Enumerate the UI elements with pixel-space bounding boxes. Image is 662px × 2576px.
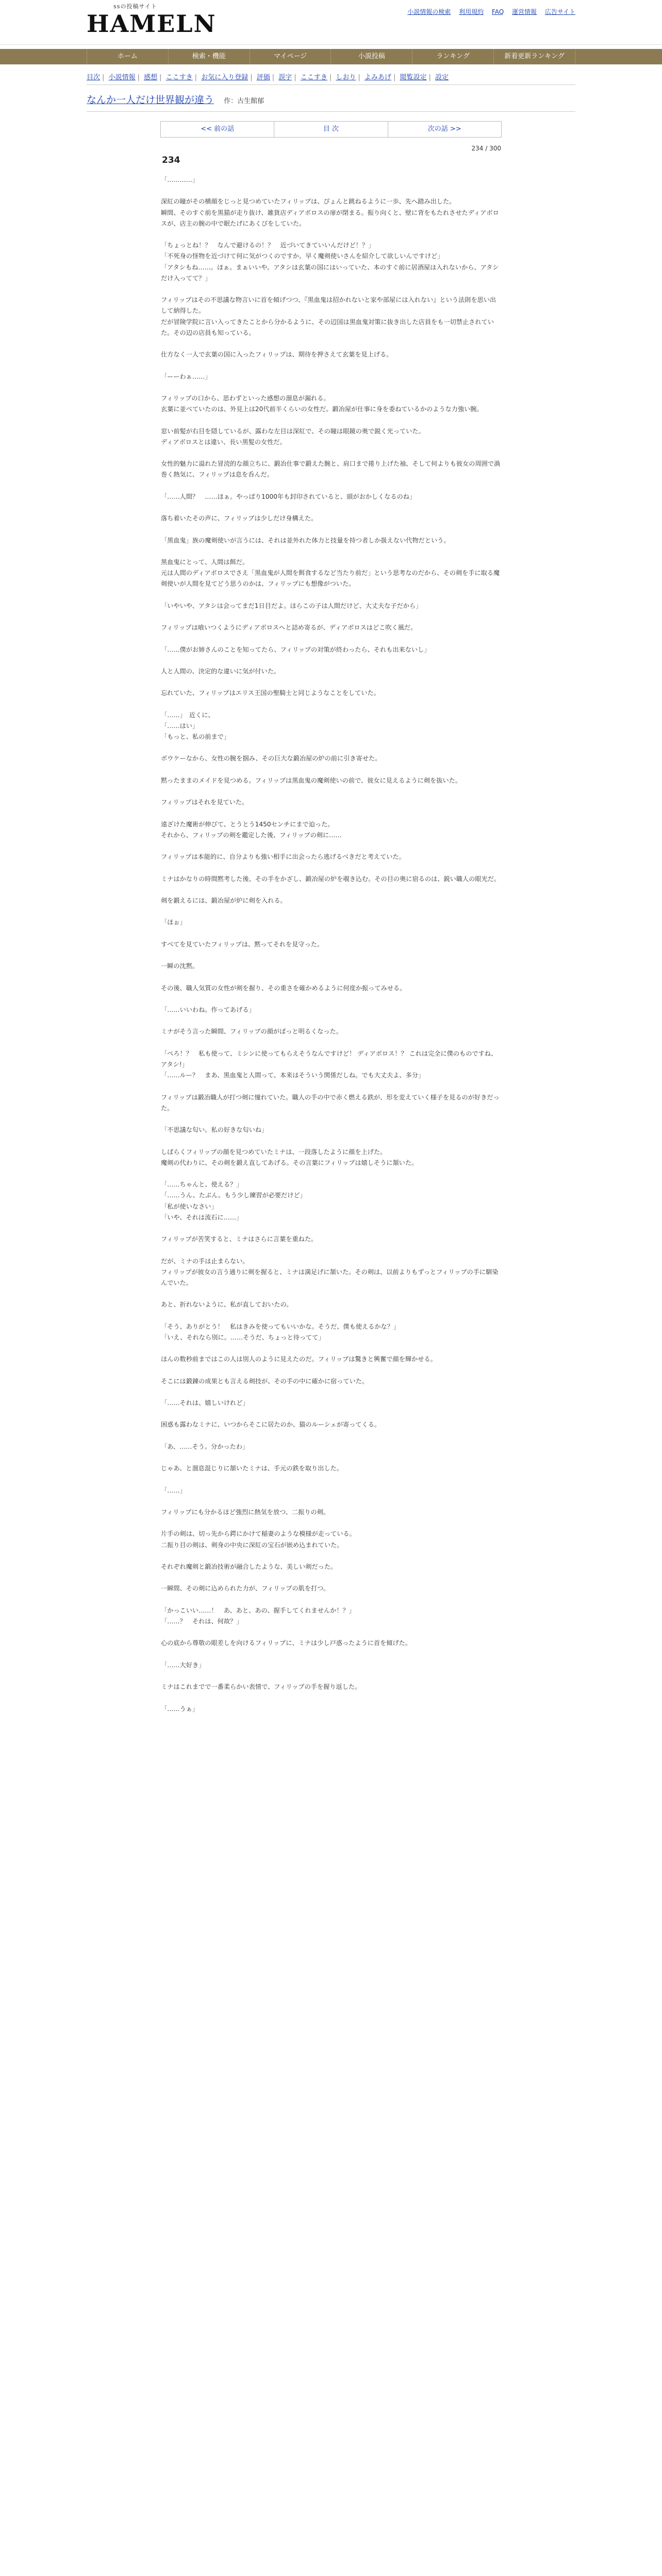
story-paragraph: 「……いいわね。作ってあげる」 bbox=[161, 1006, 255, 1013]
toc-link[interactable]: 目 次 bbox=[274, 122, 388, 137]
story-paragraph: 「ぺろ！？ 私も使って、ミシンに使ってもらえそうなんですけど！ ディアボロス！？ これは完全に僕のものですね、アタシ!」 bbox=[161, 1049, 498, 1068]
logo-wordmark: HAMELN bbox=[87, 10, 217, 38]
story-paragraph bbox=[161, 699, 501, 709]
story-paragraph: だが冒険学院に言い入ってきたことから分かるように、その辺国は黒血鬼対策に抜き出した店員をも一切禁止されていた。その辺の店員も知っている。 bbox=[161, 318, 494, 336]
story-paragraph: 「いや、それは流石に……」 bbox=[161, 1213, 243, 1221]
top-links bbox=[401, 7, 575, 16]
story-paragraph: それぞれ魔剣と鍛冶技術が融合したような、美しい剣だった。 bbox=[161, 1563, 337, 1571]
story-paragraph bbox=[161, 1038, 501, 1048]
story-paragraph: 「黒血鬼」族の魔剣使いが言うには、それは並外れた体力と技量を持つ者しか扱えない代物だという。 bbox=[161, 536, 450, 544]
story-paragraph bbox=[161, 1289, 501, 1299]
story-paragraph bbox=[161, 862, 501, 873]
top-link-faq[interactable]: FAQ bbox=[491, 8, 504, 15]
menu-info[interactable]: 小説情報 bbox=[108, 74, 136, 81]
story-paragraph: 忘れていた、フィリップはエリス王国の聖騎士と同じようなことをしていた。 bbox=[161, 689, 380, 697]
story-paragraph: 「……大好き」 bbox=[161, 1661, 205, 1669]
story-paragraph: 「いやいや、アタシは会ってまだ1日目だよ。ほらこの子は人間だけど、大丈夫な子だから」 bbox=[161, 602, 422, 609]
story-paragraph: すべてを見ていたフィリップは、黙ってそれを見守った。 bbox=[161, 940, 324, 948]
story-paragraph: 「……？ それは、何故？」 bbox=[161, 1618, 243, 1625]
story-paragraph bbox=[161, 1671, 501, 1682]
story-paragraph: 「……うぁ」 bbox=[161, 1705, 199, 1713]
story-paragraph bbox=[161, 1387, 501, 1398]
top-link-search[interactable]: 小説情報の検索 bbox=[407, 8, 451, 15]
story-paragraph: 「あ、……そう。分かったわ」 bbox=[161, 1443, 249, 1450]
story-paragraph: 「私が使いなさい」 bbox=[161, 1202, 218, 1210]
menu-bookmark-add[interactable]: お気に入り登録 bbox=[201, 74, 249, 81]
story-paragraph: それから、フィリップの剣を鑑定した後、フィリップの剣に…… bbox=[161, 831, 342, 839]
story-paragraph bbox=[161, 284, 501, 295]
story-paragraph: 「……」 bbox=[161, 1486, 186, 1494]
story-paragraph: 「ちょっとね！？ なんで避けるの！？ 近づいてきていいんだけど！？」 bbox=[161, 242, 375, 249]
story-paragraph: 剣を鍛えるには、鍛冶屋が炉に剣を入れる。 bbox=[161, 897, 287, 905]
story-paragraph bbox=[161, 885, 501, 895]
nav-search[interactable]: 検索・機能 bbox=[169, 49, 250, 64]
story-paragraph: 「……人間？ ……ほぁ。やっぱり1000年も封印されていると、頭がおかしくなるのね」 bbox=[161, 493, 416, 500]
story-paragraph bbox=[161, 1343, 501, 1354]
story-paragraph: 玄葉に並べていたのは、外見上は20代前半くらいの女性だ。鍛冶屋が仕事に身を委ねているかのような力強い腕。 bbox=[161, 405, 483, 413]
story-paragraph bbox=[161, 1595, 501, 1605]
story-paragraph: 「……ちゃんと、使える？」 bbox=[161, 1181, 243, 1189]
story-paragraph: 一瞬の沈黙。 bbox=[161, 962, 199, 970]
story-paragraph: その後、職人気質の女性が剣を握り、その重さを確かめるように何度か振ってみせる。 bbox=[161, 984, 406, 992]
story-paragraph bbox=[161, 1223, 501, 1234]
story-paragraph bbox=[161, 1081, 501, 1092]
story-paragraph: 「不死身の怪物を近づけて何に気がつくのですか。早く魔剣使いさんを紹介して欲しいんですけど」 bbox=[161, 252, 444, 260]
story-paragraph: 「……」 近くに、 bbox=[161, 711, 214, 719]
story-paragraph: 「ほぉ」 bbox=[161, 919, 186, 926]
story-paragraph bbox=[161, 1496, 501, 1507]
top-link-about[interactable]: 運営情報 bbox=[511, 8, 537, 15]
story-paragraph: だが、ミナの手は止まらない。 bbox=[161, 1257, 249, 1265]
story-paragraph bbox=[161, 612, 501, 622]
story-paragraph bbox=[161, 677, 501, 688]
story-paragraph bbox=[161, 502, 501, 513]
story-paragraph: 人と人間の、決定的な違いに気が付いた。 bbox=[161, 667, 280, 675]
menu-view-settings[interactable]: 閲覧設定 bbox=[400, 74, 427, 81]
story-paragraph bbox=[161, 906, 501, 917]
page-counter: 234 / 300 bbox=[471, 145, 501, 152]
story-paragraph bbox=[161, 1431, 501, 1442]
nav-home[interactable]: ホーム bbox=[87, 49, 169, 64]
novel-title[interactable]: なんか一人だけ世界観が違う bbox=[87, 94, 214, 106]
menu-reviews[interactable]: 感想 bbox=[144, 74, 158, 81]
story-paragraph: フィリップが苦笑すると、ミナはさらに言葉を重ねた。 bbox=[161, 1235, 318, 1243]
chapter-pager bbox=[160, 121, 502, 138]
story-paragraph: 「……はい」 bbox=[161, 722, 199, 730]
story-paragraph bbox=[161, 481, 501, 492]
story-paragraph: 「ーーわぁ……」 bbox=[161, 372, 211, 380]
story-paragraph bbox=[161, 808, 501, 819]
story-paragraph: ミナがそう言った瞬間、フィリップの顔がぱっと明るくなった。 bbox=[161, 1028, 342, 1036]
story-paragraph bbox=[161, 1365, 501, 1376]
story-paragraph: 「……うん、たぶん。もう少し練習が必要だけど」 bbox=[161, 1192, 306, 1199]
story-paragraph bbox=[161, 1474, 501, 1485]
episode-number: 234 bbox=[162, 155, 180, 165]
nav-ranking[interactable]: ランキング bbox=[412, 49, 494, 64]
story-paragraph: ボウケーなから、女性の腕を掴み、その巨大な鍛冶屋の炉の前に引き寄せた。 bbox=[161, 755, 382, 762]
logo-subtitle: ssの投稿サイト bbox=[113, 3, 157, 10]
story-paragraph: 「いえ、それなら別に。……そうだ、ちょっと待ってて」 bbox=[161, 1333, 325, 1341]
story-paragraph: 「……それは、嬉しいけれど」 bbox=[161, 1399, 249, 1407]
story-paragraph: 「もっと、私の前まで」 bbox=[161, 733, 230, 741]
story-paragraph bbox=[161, 1168, 501, 1179]
novel-menu: 目次 | 小説情報 | 感想 | ここすき | お気に入り登録 | 評価 | 誤字 | ここすき | しおり | よみあげ | 閲覧設定 | 設定 bbox=[87, 64, 575, 85]
story-paragraph: 深紅の瞳がその横顔をじっと見つめていたフィリップは、ぴょんと跳ねるように一歩、先へ踏み出した。 bbox=[161, 198, 456, 206]
main-nav bbox=[0, 49, 662, 64]
story-paragraph bbox=[161, 1649, 501, 1660]
story-paragraph: ほんの数秒前まではこの人は別人のように見えたのだ。フィリップは驚きと興奮で顔を輝かせる。 bbox=[161, 1355, 437, 1363]
story-paragraph bbox=[161, 1551, 501, 1562]
story-paragraph bbox=[161, 229, 501, 240]
story-paragraph: そこには鍛錬の成果とも言える剣技が、その手の中に確かに宿っていた。 bbox=[161, 1377, 369, 1385]
top-link-ads[interactable]: 広告サイト bbox=[544, 8, 575, 15]
story-paragraph: 片手の剣は、切っ先から鍔にかけて稲妻のような模様が走っている。 bbox=[161, 1530, 356, 1538]
story-paragraph bbox=[161, 590, 501, 601]
story-paragraph bbox=[161, 185, 501, 196]
nav-post[interactable]: 小説投稿 bbox=[331, 49, 412, 64]
story-paragraph: 魔剣の代わりに、その剣を鍛え直してあげる。その言葉にフィリップは嬉しそうに頷いた。 bbox=[161, 1159, 418, 1166]
story-paragraph: 元は人間のディアボロスでさえ「黒血鬼が人間を餌食するなど当たり前だ」という思考なのだから、その剣を手に取る魔剣使いが人間を見てどう思うのかは、フィリップにも想像がついた。 bbox=[161, 569, 500, 588]
nav-mypage[interactable]: マイページ bbox=[250, 49, 332, 64]
story-paragraph: 窓い前髪が右目を隠しているが、露わな左目は深紅で、その瞳は眼鏡の奥で鋭く光っていた。 bbox=[161, 427, 425, 435]
menu-favorite-parts[interactable]: ここすき bbox=[166, 74, 193, 81]
story-body bbox=[161, 175, 501, 1715]
story-paragraph: 「不思議な匂い。私の好きな匂いね」 bbox=[161, 1126, 268, 1134]
story-paragraph: 仕方なく一人で玄葉の国に入ったフィリップは、期待を押さえて玄葉を見上げる。 bbox=[161, 351, 393, 359]
story-paragraph: 落ち着いたその声に、フィリップは少しだけ身構えた。 bbox=[161, 515, 318, 522]
story-paragraph bbox=[161, 1114, 501, 1125]
story-paragraph bbox=[161, 972, 501, 982]
top-link-terms[interactable]: 利用規約 bbox=[459, 8, 484, 15]
story-paragraph bbox=[161, 655, 501, 666]
menu-toc[interactable]: 目次 bbox=[87, 74, 101, 81]
story-paragraph: 「そう、ありがとう！ 私はきみを使ってもいいかな。そうだ、僕も使えるかな？」 bbox=[161, 1323, 400, 1330]
story-paragraph: 黒血鬼にとって、人間は餌だ。 bbox=[161, 558, 249, 566]
story-paragraph: 二振り目の剣は、剣身の中央に深紅の宝石が嵌め込まれていた。 bbox=[161, 1541, 343, 1549]
story-paragraph bbox=[161, 1452, 501, 1463]
story-paragraph: 心の底から尊敬の眼差しを向けるフィリップに、ミナは少し戸惑ったように首を傾げた。 bbox=[161, 1639, 412, 1647]
story-paragraph: フィリップはそれを見ていた。 bbox=[161, 799, 249, 806]
story-paragraph: 一瞬間、その剣に込められた力が、フィリップの肌を打つ。 bbox=[161, 1585, 330, 1592]
story-paragraph bbox=[161, 382, 501, 393]
story-paragraph: しばらくフィリップの顔を見つめていたミナは、一段落したように顔を上げた。 bbox=[161, 1148, 387, 1156]
story-paragraph: ディアボロスとは違い、長い黒髪の女性だ。 bbox=[161, 438, 286, 446]
story-paragraph: 黙ったままのメイドを見つめる。フィリップは黒血鬼の魔剣使いの前で、彼女に見えるように剣を抜いた。 bbox=[161, 776, 462, 784]
story-area bbox=[161, 138, 501, 1715]
story-paragraph: ミナはこれまでで一番柔らかい表情で、フィリップの手を握り返した。 bbox=[161, 1683, 361, 1691]
nav-new-ranking[interactable]: 新着更新ランキング bbox=[494, 49, 575, 64]
menu-koko-suki[interactable]: ここすき bbox=[300, 74, 327, 81]
story-paragraph: 女性的魅力に溢れた冒涜的な顔立ちに、鍛冶仕事で鍛えた腕と、肩口まで捲り上げた袖、そして何よりも彼女の周囲で渦巻く熱気に、フィリップは息を呑んだ。 bbox=[161, 460, 501, 479]
story-paragraph: じゃあ、と溜息混じりに頷いたミナは、手元の鉄を取り出した。 bbox=[161, 1465, 343, 1472]
story-paragraph: フィリップの口から、思わずといった感想の溜息が漏れる。 bbox=[161, 394, 330, 402]
story-paragraph: 「……ルー？ まあ、黒血鬼と人間って、本来はそういう関係だしね。でも大丈夫よ、多分」 bbox=[161, 1072, 425, 1079]
story-paragraph bbox=[161, 765, 501, 775]
story-paragraph bbox=[161, 1409, 501, 1419]
story-paragraph bbox=[161, 524, 501, 535]
story-paragraph bbox=[161, 1136, 501, 1146]
novel-author: 作：古生館郁 bbox=[224, 97, 264, 105]
menu-typo[interactable]: 誤字 bbox=[278, 74, 292, 81]
story-paragraph: フィリップは鍛冶職人が打つ剣に憧れていた。職人の手の中で赤く燃える鉄が、形を変えていく様子を見るのが好きだった。 bbox=[161, 1093, 500, 1112]
story-paragraph: 「かっこいい……！ あ、あと、あの、握手してくれませんか！？」 bbox=[161, 1606, 355, 1614]
story-paragraph bbox=[161, 1692, 501, 1703]
story-paragraph: ミナはかなりの時間黙考した後、その手をかざし、鍛冶屋の炉を覗き込む。その目の奥に宿るのは、鋭い職人の眼光だ。 bbox=[161, 875, 501, 883]
story-paragraph bbox=[161, 1518, 501, 1529]
story-paragraph: フィリップは本能的に、自分よりも強い相手に出会ったら逃げるべきだと考えていた。 bbox=[161, 853, 405, 861]
story-paragraph bbox=[161, 742, 501, 753]
story-paragraph bbox=[161, 360, 501, 371]
story-paragraph: 遠ざけた魔術が伸びて、とうとう1450センチにまで迫った。 bbox=[161, 820, 334, 828]
story-paragraph bbox=[161, 338, 501, 349]
story-paragraph: フィリップは喰いつくようにディアボロスへと詰め寄るが、ディアボロスはどこ吹く風だ。 bbox=[161, 624, 417, 632]
story-paragraph bbox=[161, 415, 501, 426]
story-paragraph: 困惑も露わなミナに、いつからそこに居たのか、猫のルーシェが寄ってくる。 bbox=[161, 1421, 381, 1429]
story-paragraph: フィリップはその不思議な物言いに首を傾げつつ、『黒血鬼は招かれないと家や部屋には入れない』という法則を思い出して納得した。 bbox=[161, 296, 496, 315]
menu-settings[interactable]: 設定 bbox=[435, 74, 449, 81]
story-paragraph: あと、折れないように、私が直しておいたの。 bbox=[161, 1301, 293, 1309]
site-logo[interactable] bbox=[87, 3, 217, 41]
story-paragraph bbox=[161, 928, 501, 939]
story-paragraph bbox=[161, 786, 501, 797]
menu-shiori[interactable]: しおり bbox=[336, 74, 356, 81]
prev-chapter-link[interactable]: << 前の話 bbox=[161, 122, 274, 137]
story-paragraph bbox=[161, 633, 501, 644]
story-paragraph bbox=[161, 1245, 501, 1256]
story-paragraph bbox=[161, 1627, 501, 1638]
story-paragraph bbox=[161, 1015, 501, 1026]
story-paragraph bbox=[161, 546, 501, 557]
story-paragraph bbox=[161, 841, 501, 852]
site-header bbox=[0, 0, 662, 45]
story-paragraph: 瞬間、そのすぐ前を黒猫が走り抜け、雑貨店ディアボロスの扉が閉まる。振り向くと、壁に背をもたれさせたディアボロスが、店主の腕の中で眠たげにあくびをしていた。 bbox=[161, 209, 499, 227]
next-chapter-link[interactable]: 次の話 >> bbox=[427, 125, 461, 133]
menu-rate[interactable]: 評価 bbox=[256, 74, 270, 81]
story-paragraph: 「アタシもね……。ほぁ。まぁいいや。アタシは玄葉の国にはいっていた、本のすぐ前に居酒屋は入れないから、アタシだけ入ってて？」 bbox=[161, 263, 499, 282]
story-paragraph bbox=[161, 1572, 501, 1583]
story-paragraph bbox=[161, 448, 501, 459]
story-paragraph: 「……僕がお姉さんのことを知ってたら、フィリップの対策が終わったら、それも出来ないし」 bbox=[161, 646, 431, 653]
story-paragraph: フィリップにも分かるほど強烈に熱気を放つ、二振りの剣。 bbox=[161, 1509, 330, 1516]
story-paragraph: 「…………」 bbox=[161, 176, 199, 183]
story-paragraph bbox=[161, 950, 501, 961]
story-paragraph bbox=[161, 1311, 501, 1321]
novel-title-bar bbox=[87, 85, 575, 112]
menu-read-aloud[interactable]: よみあげ bbox=[364, 74, 391, 81]
story-paragraph bbox=[161, 994, 501, 1005]
story-paragraph: フィリップが彼女の言う通りに剣を握ると、ミナは満足げに頷いた。その剣は、以前よりもずっとフィリップの手に馴染んでいた。 bbox=[161, 1268, 499, 1286]
